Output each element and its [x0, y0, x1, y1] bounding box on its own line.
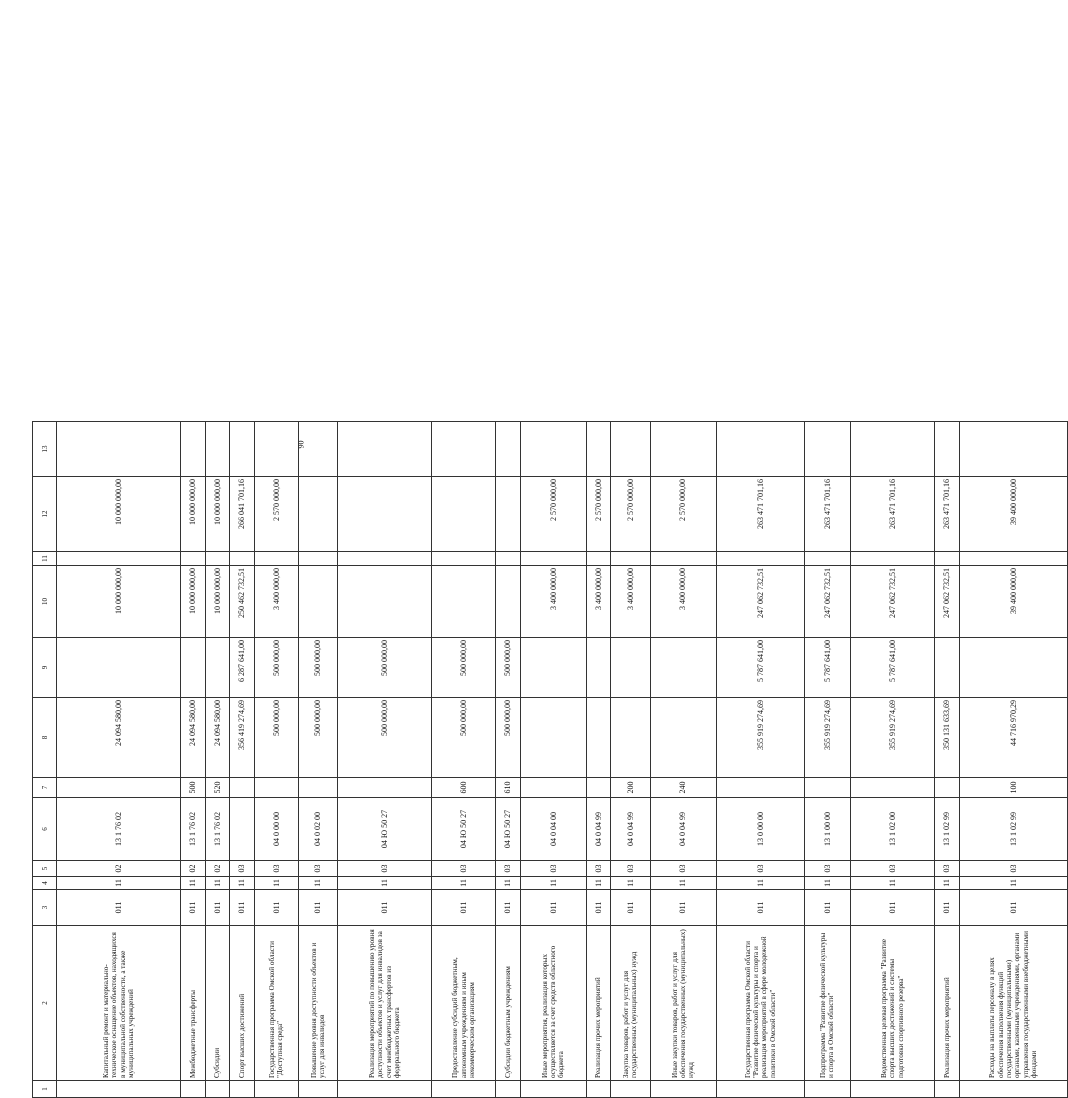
cell-c4: 11: [230, 877, 254, 890]
cell-c9: 500 000,00: [254, 638, 298, 698]
cell-c12: [298, 477, 337, 552]
cell-c4: 11: [959, 877, 1067, 890]
cell-c13: [650, 422, 716, 477]
row-index-cell: [298, 1081, 337, 1098]
cell-c9: 5 787 641,00: [850, 638, 934, 698]
cell-c9: [205, 638, 229, 698]
cell-c11: [650, 552, 716, 566]
cell-c4: 11: [181, 877, 205, 890]
table-row: [254, 422, 298, 1098]
table-row: [935, 422, 959, 1098]
cell-c10: 247 062 732,51: [850, 566, 934, 638]
table-row: [432, 422, 496, 1098]
cell-c8: 350 131 633,69: [935, 698, 959, 778]
row-name-cell: Подпрограмма "Развитие физической культуры и спорта в Омской области": [804, 926, 850, 1081]
page-number: 90: [296, 440, 306, 449]
cell-c12: 2 570 000,00: [254, 477, 298, 552]
cell-c11: [57, 552, 181, 566]
cell-c5: 03: [611, 861, 650, 877]
cell-c7: 200: [611, 778, 650, 798]
table-row: [57, 422, 181, 1098]
cell-c7: 600: [432, 778, 496, 798]
table-row: [520, 422, 586, 1098]
cell-c9: [959, 638, 1067, 698]
header-cell: 9: [33, 638, 57, 698]
cell-c6: 13 1 02 99: [935, 798, 959, 861]
header-row: [33, 422, 57, 1098]
cell-c8: 500 000,00: [298, 698, 337, 778]
cell-c4: 11: [716, 877, 804, 890]
cell-c6: 04 Ю 50 27: [432, 798, 496, 861]
cell-c7: [57, 778, 181, 798]
cell-c9: 500 000,00: [337, 638, 431, 698]
cell-c7: [716, 778, 804, 798]
cell-c12: 10 000 000,00: [57, 477, 181, 552]
cell-c7: 520: [205, 778, 229, 798]
row-name-cell: Иные закупки товаров, работ и услуг для обеспечения государственных (муниципальных) нужд: [650, 926, 716, 1081]
cell-c8: 44 716 970,29: [959, 698, 1067, 778]
cell-c12: 2 570 000,00: [611, 477, 650, 552]
row-index-cell: [496, 1081, 520, 1098]
cell-c10: 3 400 000,00: [611, 566, 650, 638]
cell-c11: [804, 552, 850, 566]
cell-c8: 24 094 580,00: [181, 698, 205, 778]
cell-c6: 04 0 00 00: [254, 798, 298, 861]
row-name-cell: Субсидии бюджетным учреждениям: [496, 926, 520, 1081]
cell-c12: [337, 477, 431, 552]
row-index-cell: [804, 1081, 850, 1098]
cell-c5: 03: [298, 861, 337, 877]
header-cell: 11: [33, 552, 57, 566]
cell-c5: 03: [586, 861, 610, 877]
row-index-cell: [850, 1081, 934, 1098]
cell-c6: 13 1 02 00: [850, 798, 934, 861]
cell-c13: [337, 422, 431, 477]
table-row: [611, 422, 650, 1098]
cell-c3: 011: [205, 890, 229, 926]
cell-c10: [337, 566, 431, 638]
header-cell: 8: [33, 698, 57, 778]
cell-c12: 263 471 701,16: [935, 477, 959, 552]
cell-c11: [850, 552, 934, 566]
cell-c13: [804, 422, 850, 477]
cell-c5: 02: [57, 861, 181, 877]
row-index-cell: [205, 1081, 229, 1098]
row-index-cell: [650, 1081, 716, 1098]
row-name-cell: Предоставление субсидий бюджетным, автономным учреждениям и иным некоммерческим организациям: [432, 926, 496, 1081]
cell-c13: [959, 422, 1067, 477]
cell-c8: [611, 698, 650, 778]
table-row: [496, 422, 520, 1098]
cell-c13: [586, 422, 610, 477]
cell-c7: [230, 778, 254, 798]
cell-c8: 355 919 274,69: [716, 698, 804, 778]
row-index-cell: [254, 1081, 298, 1098]
cell-c10: 247 062 732,51: [935, 566, 959, 638]
cell-c7: [804, 778, 850, 798]
cell-c13: [850, 422, 934, 477]
cell-c9: 5 787 641,00: [716, 638, 804, 698]
cell-c7: 610: [496, 778, 520, 798]
cell-c9: [520, 638, 586, 698]
cell-c5: 02: [205, 861, 229, 877]
cell-c6: 13 1 76 02: [57, 798, 181, 861]
row-index-cell: [181, 1081, 205, 1098]
cell-c13: [520, 422, 586, 477]
cell-c6: 13 1 76 02: [181, 798, 205, 861]
cell-c5: 03: [337, 861, 431, 877]
cell-c12: 263 471 701,16: [716, 477, 804, 552]
cell-c5: 03: [716, 861, 804, 877]
table-row: [337, 422, 431, 1098]
cell-c9: [57, 638, 181, 698]
cell-c6: [230, 798, 254, 861]
cell-c7: 500: [181, 778, 205, 798]
cell-c7: [586, 778, 610, 798]
cell-c11: [337, 552, 431, 566]
cell-c3: 011: [520, 890, 586, 926]
cell-c6: 13 1 02 99: [959, 798, 1067, 861]
cell-c4: 11: [520, 877, 586, 890]
cell-c8: [586, 698, 610, 778]
row-index-cell: [57, 1081, 181, 1098]
cell-c10: 3 400 000,00: [520, 566, 586, 638]
table-row: [850, 422, 934, 1098]
row-name-cell: Повышение уровня доступности объектов и услуг для инвалидов: [298, 926, 337, 1081]
cell-c9: [586, 638, 610, 698]
row-name-cell: Закупка товаров, работ и услуг для государственных (муниципальных) нужд: [611, 926, 650, 1081]
cell-c4: 11: [432, 877, 496, 890]
header-cell: 1: [33, 1081, 57, 1098]
cell-c10: [496, 566, 520, 638]
row-name-cell: Спорт высших достижений: [230, 926, 254, 1081]
cell-c7: [254, 778, 298, 798]
cell-c10: 3 400 000,00: [254, 566, 298, 638]
cell-c13: [181, 422, 205, 477]
cell-c5: 03: [520, 861, 586, 877]
cell-c8: 24 094 580,00: [205, 698, 229, 778]
cell-c10: 3 400 000,00: [586, 566, 610, 638]
cell-c5: 03: [230, 861, 254, 877]
cell-c4: 11: [586, 877, 610, 890]
row-name-cell: Государственная программа Омской области "Развитие физической культуры и спорта и реализация мероприятий в сфере молодежной политики в Омской области": [716, 926, 804, 1081]
cell-c10: 3 400 000,00: [650, 566, 716, 638]
cell-c5: 03: [959, 861, 1067, 877]
table-row: [230, 422, 254, 1098]
header-cell: 5: [33, 861, 57, 877]
cell-c6: 13 1 00 00: [804, 798, 850, 861]
cell-c9: 500 000,00: [496, 638, 520, 698]
cell-c10: 247 062 732,51: [716, 566, 804, 638]
cell-c10: 39 400 000,00: [959, 566, 1067, 638]
row-name-cell: Государственная программа Омской области "Доступная среда": [254, 926, 298, 1081]
row-index-cell: [230, 1081, 254, 1098]
cell-c4: 11: [935, 877, 959, 890]
row-name-cell: Капитальный ремонт и материально-техническое оснащение объектов, находящихся в муниципальной собственности, а также муниципальных учреждений: [57, 926, 181, 1081]
header-cell: 13: [33, 422, 57, 477]
cell-c9: [650, 638, 716, 698]
cell-c8: 24 094 580,00: [57, 698, 181, 778]
cell-c12: [496, 477, 520, 552]
cell-c6: 13 0 00 00: [716, 798, 804, 861]
cell-c3: 011: [298, 890, 337, 926]
cell-c6: 04 0 02 00: [298, 798, 337, 861]
cell-c4: 11: [254, 877, 298, 890]
table-row: [298, 422, 337, 1098]
cell-c12: [432, 477, 496, 552]
cell-c13: [205, 422, 229, 477]
cell-c4: 11: [205, 877, 229, 890]
row-name-cell: Реализация прочих мероприятий: [935, 926, 959, 1081]
cell-c5: 03: [254, 861, 298, 877]
budget-table: [32, 421, 1068, 1098]
cell-c10: [298, 566, 337, 638]
row-name-cell: Межбюджетные трансферты: [181, 926, 205, 1081]
cell-c13: [611, 422, 650, 477]
cell-c4: 11: [650, 877, 716, 890]
cell-c3: 011: [57, 890, 181, 926]
cell-c3: 011: [586, 890, 610, 926]
cell-c9: 500 000,00: [432, 638, 496, 698]
row-name-cell: Субсидии: [205, 926, 229, 1081]
cell-c8: 500 000,00: [496, 698, 520, 778]
cell-c12: 2 570 000,00: [650, 477, 716, 552]
cell-c11: [230, 552, 254, 566]
cell-c4: 11: [850, 877, 934, 890]
cell-c9: 5 787 641,00: [804, 638, 850, 698]
cell-c13: [935, 422, 959, 477]
row-index-cell: [586, 1081, 610, 1098]
cell-c4: 11: [337, 877, 431, 890]
cell-c10: [432, 566, 496, 638]
cell-c7: 240: [650, 778, 716, 798]
cell-c5: 03: [850, 861, 934, 877]
cell-c3: 011: [959, 890, 1067, 926]
cell-c9: 6 287 641,00: [230, 638, 254, 698]
row-index-cell: [959, 1081, 1067, 1098]
cell-c6: 04 0 04 99: [611, 798, 650, 861]
cell-c6: 04 Ю 50 27: [496, 798, 520, 861]
cell-c7: [337, 778, 431, 798]
cell-c12: 2 570 000,00: [586, 477, 610, 552]
cell-c12: 263 471 701,16: [850, 477, 934, 552]
cell-c6: 04 Ю 50 27: [337, 798, 431, 861]
cell-c3: 011: [850, 890, 934, 926]
table-row: [205, 422, 229, 1098]
header-cell: 7: [33, 778, 57, 798]
cell-c12: 2 570 000,00: [520, 477, 586, 552]
cell-c8: 500 000,00: [337, 698, 431, 778]
row-name-cell: Реализация прочих мероприятий: [586, 926, 610, 1081]
cell-c11: [959, 552, 1067, 566]
table-row: [959, 422, 1067, 1098]
row-index-cell: [432, 1081, 496, 1098]
cell-c9: [611, 638, 650, 698]
cell-c10: 247 062 732,51: [804, 566, 850, 638]
row-index-cell: [520, 1081, 586, 1098]
cell-c10: 10 000 000,00: [57, 566, 181, 638]
cell-c8: [520, 698, 586, 778]
row-index-cell: [337, 1081, 431, 1098]
cell-c9: [935, 638, 959, 698]
cell-c3: 011: [650, 890, 716, 926]
cell-c6: 13 1 76 02: [205, 798, 229, 861]
cell-c6: 04 0 04 99: [650, 798, 716, 861]
cell-c5: 03: [650, 861, 716, 877]
cell-c4: 11: [611, 877, 650, 890]
cell-c3: 011: [611, 890, 650, 926]
cell-c4: 11: [496, 877, 520, 890]
cell-c3: 011: [230, 890, 254, 926]
cell-c11: [181, 552, 205, 566]
cell-c13: [298, 422, 337, 477]
cell-c3: 011: [716, 890, 804, 926]
row-name-cell: Ведомственная целевая программа "Развитие спорта высших достижений и системы подготовки спортивного резерва": [850, 926, 934, 1081]
row-index-cell: [935, 1081, 959, 1098]
cell-c3: 011: [496, 890, 520, 926]
header-cell: 10: [33, 566, 57, 638]
cell-c3: 011: [935, 890, 959, 926]
cell-c8: [650, 698, 716, 778]
cell-c12: 10 000 000,00: [181, 477, 205, 552]
cell-c8: 356 419 274,69: [230, 698, 254, 778]
table-row: [586, 422, 610, 1098]
cell-c3: 011: [337, 890, 431, 926]
cell-c11: [298, 552, 337, 566]
cell-c8: 355 919 274,69: [804, 698, 850, 778]
cell-c8: 355 919 274,69: [850, 698, 934, 778]
cell-c5: 02: [181, 861, 205, 877]
cell-c3: 011: [432, 890, 496, 926]
cell-c11: [496, 552, 520, 566]
cell-c5: 03: [496, 861, 520, 877]
cell-c10: 10 000 000,00: [205, 566, 229, 638]
header-cell: 12: [33, 477, 57, 552]
header-cell: 3: [33, 890, 57, 926]
cell-c4: 11: [298, 877, 337, 890]
cell-c12: 263 471 701,16: [804, 477, 850, 552]
cell-c11: [432, 552, 496, 566]
cell-c13: [432, 422, 496, 477]
row-index-cell: [611, 1081, 650, 1098]
cell-c4: 11: [804, 877, 850, 890]
row-name-cell: Расходы на выплаты персоналу в целях обеспечения выполнения функций государственными (муниципальными) органами, казенными учреждениями, органами управления государственными внебюджетными фондами: [959, 926, 1067, 1081]
cell-c7: [935, 778, 959, 798]
row-name-cell: Иные мероприятия, реализация которых осуществляется за счет средств областного бюджета: [520, 926, 586, 1081]
cell-c13: [57, 422, 181, 477]
cell-c11: [254, 552, 298, 566]
row-index-cell: [716, 1081, 804, 1098]
cell-c11: [205, 552, 229, 566]
cell-c7: [298, 778, 337, 798]
cell-c7: [850, 778, 934, 798]
cell-c6: 04 0 04 99: [586, 798, 610, 861]
header-cell: 2: [33, 926, 57, 1081]
cell-c5: 03: [935, 861, 959, 877]
cell-c13: [716, 422, 804, 477]
cell-c12: 39 400 000,00: [959, 477, 1067, 552]
cell-c11: [586, 552, 610, 566]
cell-c5: 03: [804, 861, 850, 877]
cell-c8: 500 000,00: [254, 698, 298, 778]
cell-c13: [254, 422, 298, 477]
row-name-cell: Реализация мероприятий по повышению уровня доступности объектов и услуг для инвалидов за счет межбюджетных трансфертов из федерального бюджета: [337, 926, 431, 1081]
cell-c9: [181, 638, 205, 698]
table-row: [716, 422, 804, 1098]
cell-c13: [496, 422, 520, 477]
cell-c7: [520, 778, 586, 798]
header-cell: 6: [33, 798, 57, 861]
cell-c9: 500 000,00: [298, 638, 337, 698]
cell-c11: [935, 552, 959, 566]
header-cell: 4: [33, 877, 57, 890]
cell-c3: 011: [804, 890, 850, 926]
cell-c3: 011: [254, 890, 298, 926]
cell-c4: 11: [57, 877, 181, 890]
cell-c12: 10 000 000,00: [205, 477, 229, 552]
cell-c13: [230, 422, 254, 477]
cell-c10: 250 462 732,51: [230, 566, 254, 638]
cell-c11: [611, 552, 650, 566]
cell-c5: 03: [432, 861, 496, 877]
cell-c7: 100: [959, 778, 1067, 798]
table-row: [804, 422, 850, 1098]
cell-c8: 500 000,00: [432, 698, 496, 778]
cell-c6: 04 0 04 00: [520, 798, 586, 861]
cell-c11: [716, 552, 804, 566]
table-row: [650, 422, 716, 1098]
cell-c12: 266 041 701,16: [230, 477, 254, 552]
cell-c3: 011: [181, 890, 205, 926]
cell-c10: 10 000 000,00: [181, 566, 205, 638]
table-row: [181, 422, 205, 1098]
cell-c11: [520, 552, 586, 566]
